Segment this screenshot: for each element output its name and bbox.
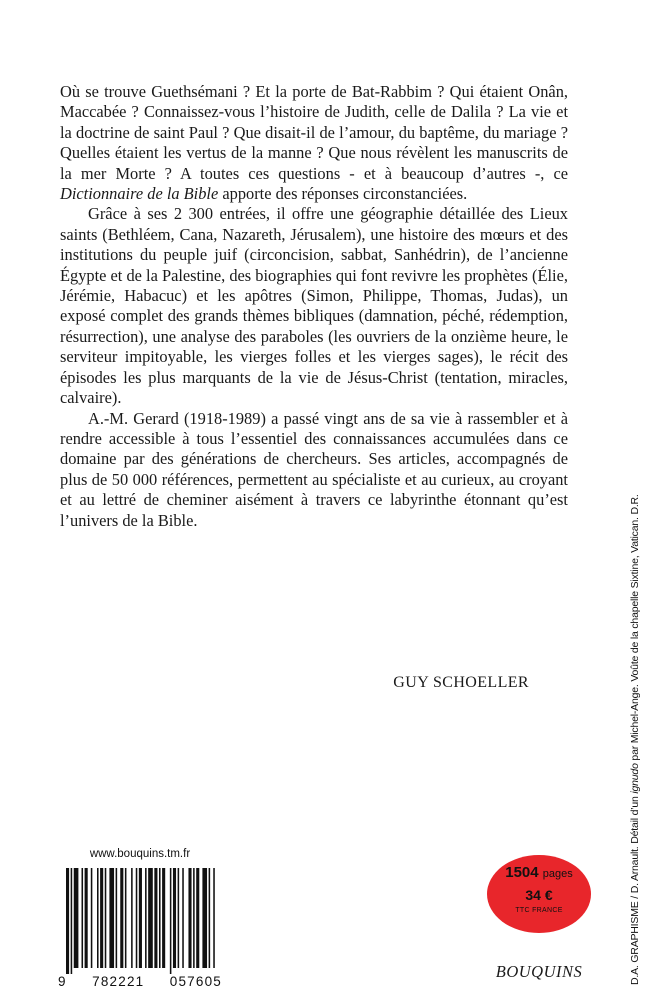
ttc-label: TTC FRANCE: [515, 907, 563, 914]
isbn-digits: [58, 974, 222, 989]
blurb-paragraph-3: A.-M. Gerard (1918-1989) a passé vingt ans de sa vie à rassembler et à rendre accessible à tous l’essentiel des connaissances accumulées dans ce domaine par des générations de chercheurs. Ses articles, accompagnés de plus de 50 000 références, permettent au spécialiste et au curieux, au croyant et au lettré de cheminer aisément à travers ce labyrinthe étonnant qu’est l’univers de la Bible.: [60, 408, 568, 530]
page-count: 1504 pages: [505, 864, 573, 881]
blurb-text: apporte des réponses circonstanciées.: [218, 184, 468, 204]
author-signature: GUY SCHOELLER: [393, 674, 529, 691]
isbn-digit-group-2: 057605: [169, 974, 222, 989]
isbn-digit-group-1: 782221: [92, 974, 145, 989]
price-sticker: [487, 855, 591, 933]
book-title-italic: Dictionnaire de la Bible: [60, 184, 219, 204]
blurb-paragraph-2: Grâce à ses 2 300 entrées, il offre une géographie détaillée des Lieux saints (Bethléem, Cana, Nazareth, Jérusalem), une histoire des mœurs et des institutions du peuple juif (circoncision, sabbat, Sanhédrin), de l’ancienne Égypte et de la Palestine, des biographies qui font revivre les prophètes (Élie, Jérémie, Habacuc) et les apôtres (Simon, Philippe, Thomas, Judas), un exposé complet des grands thèmes bibliques (damnation, péché, rédemption, résurrection), une analyse des paraboles (les ouvriers de la onzième heure, le serviteur impitoyable, les vierges folles et les vierges sages), le récit des épisodes les plus marquants de la vie de Jésus-Christ (tentation, miracles, calvaire).: [60, 204, 568, 408]
barcode-icon: [66, 868, 216, 974]
publisher-logo: BOUQUINS: [495, 962, 583, 981]
back-cover-blurb: [60, 82, 568, 531]
image-credits: D.A. GRAPHISME / D. Arnault. Détail d’un ignudo par Michel-Ange. Voûte de la chapelle Sixtine, Vatican. D.R.: [629, 494, 641, 985]
barcode-block: [58, 848, 222, 1000]
price-label: 34 €: [525, 887, 553, 903]
isbn-digit-lead: 9: [58, 974, 67, 989]
website-url: www.bouquins.tm.fr: [89, 848, 191, 860]
blurb-paragraph-1: [60, 82, 568, 204]
blurb-text: Où se trouve Guethsémani ? Et la porte de Bat-Rabbim ? Qui étaient Onân, Maccabée ? Connaissez-vous l’histoire de Judith, celle de Dalila ? La vie et la doctrine de saint Paul ? Que disait-il de l’amour, du baptême, du mariage ? Quelles étaient les vertus de la manne ? Que nous révèlent les manuscrits de la mer Morte ? A toutes ces questions - et à beaucoup d’autres -, ce: [60, 82, 568, 183]
